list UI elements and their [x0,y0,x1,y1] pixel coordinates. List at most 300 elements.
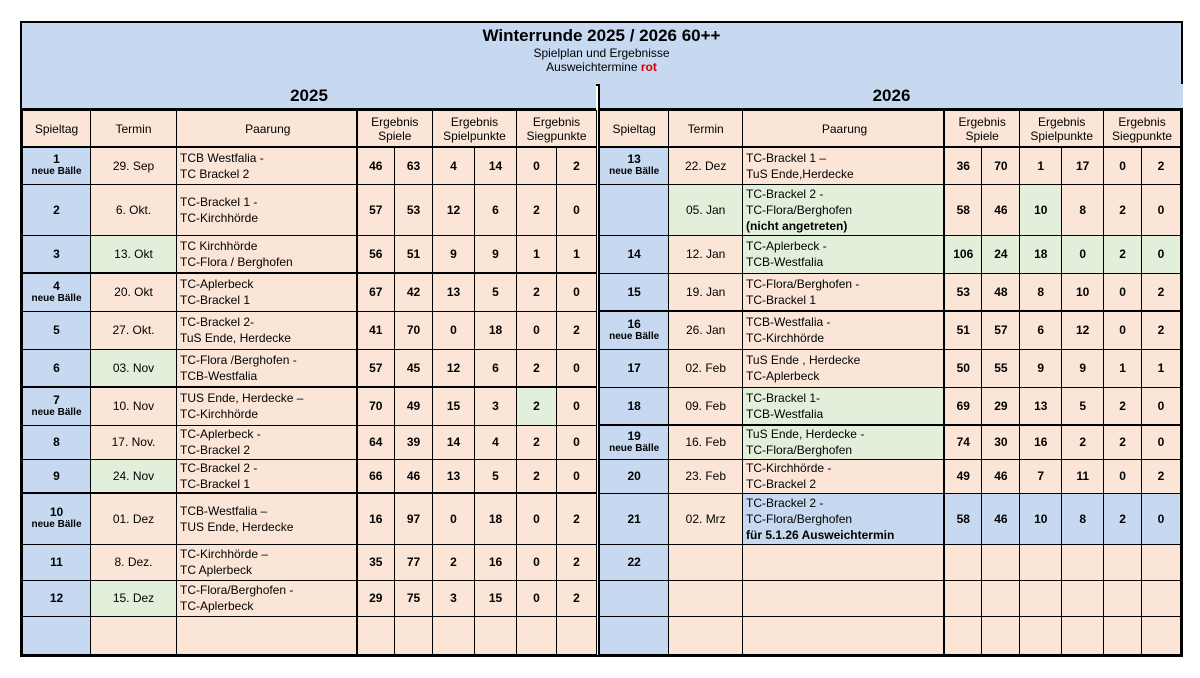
paarung-cell [177,184,357,235]
col-header-ergebnis-label: Ergebnis [1118,114,1166,129]
paarung-away: TuS Ende,Herdecke [746,166,854,181]
paarung-away: TC-Brackel 1 [746,292,817,307]
paarung-cell [743,147,945,184]
paarung-cell [743,580,945,616]
table-header-row [599,111,1181,148]
siegpunkte-home-cell: 0 [1104,311,1142,349]
col-header-termin: Termin [91,111,177,148]
paarung-home: TC-Brackel 2 - [180,460,258,475]
table-row [23,273,597,311]
spiele-home-cell [944,544,982,580]
paarung-away: TC-Brackel 2 [746,477,817,491]
siegpunkte-home-cell: 0 [517,147,557,184]
termin-cell: 20. Okt [91,273,177,311]
paarung-cell [743,273,945,311]
siegpunkte-away-cell: 0 [557,273,597,311]
new-balls-note: neue Bälle [31,406,82,418]
paarung-home: TC-Kirchhörde - [746,461,832,475]
page-title: Winterrunde 2025 / 2026 60++ [482,26,721,45]
termin-cell: 01. Dez [91,493,177,544]
termin-cell: 02. Feb [669,349,743,387]
siegpunkte-away-cell: 1 [557,235,597,273]
table-row [23,425,597,459]
siegpunkte-away-cell: 2 [557,147,597,184]
schedule-table-2025 [22,110,597,655]
new-balls-note: neue Bälle [31,292,82,304]
spielpunkte-away-cell: 2 [1062,425,1104,459]
spielpunkte-home-cell: 8 [1020,273,1062,311]
new-balls-note: neue Bälle [609,442,660,454]
alternate-dates-label: Ausweichtermine [546,60,638,74]
paarung-cell [177,235,357,273]
spielpunkte-away-cell: 11 [1062,459,1104,493]
spiele-away-cell: 30 [982,425,1020,459]
spiele-away-cell: 55 [982,349,1020,387]
spieltag-number: 8 [53,435,60,449]
termin-cell: 03. Nov [91,349,177,387]
paarung-away: TC-Flora/Berghofen [746,443,853,458]
spielpunkte-home-cell: 0 [433,311,475,349]
spieltag-number: 17 [627,361,641,375]
col-header-ergebnis-label: Ergebnis [1038,114,1086,129]
table-header-row [23,111,597,148]
spiele-home-cell [357,616,395,654]
paarung-home: TuS Ende, Herdecke - [746,427,865,442]
spieltag-number: 9 [53,468,60,483]
paarung-away: TC-Aplerbeck [180,599,254,613]
col-header-ergebnis-label: Ergebnis [532,114,581,129]
termin-cell: 10. Nov [91,387,177,425]
spieltag-cell [599,147,669,184]
spiele-home-cell: 46 [357,147,395,184]
spiele-home-cell: 16 [357,493,395,544]
table-row [23,387,597,425]
siegpunkte-away-cell: 2 [1142,147,1181,184]
spieltag-number: 10 [49,505,64,520]
siegpunkte-away-cell: 2 [1142,311,1181,349]
spieltag-cell [23,425,91,459]
spielpunkte-away-cell [1062,580,1104,616]
siegpunkte-home-cell: 2 [1104,235,1142,273]
siegpunkte-away-cell [1142,580,1181,616]
spielpunkte-away-cell: 9 [1062,349,1104,387]
spieltag-number: 11 [50,555,63,569]
table-row [23,580,597,616]
paarung-cell [177,544,357,580]
table-row [599,147,1181,184]
spieltag-number: 16 [627,316,641,331]
paarung-away: TC-Flora / Berghofen [180,254,293,269]
schedule-sheet [20,21,1183,657]
paarung-home: TC-Brackel 2 - [746,186,824,201]
paarung-note: für 5.1.26 Ausweichtermin [746,527,895,542]
spielpunkte-home-cell: 14 [433,425,475,459]
table-row [23,493,597,544]
spiele-away-cell: 45 [395,349,433,387]
paarung-home: TC-Aplerbeck [180,277,254,292]
spieltag-number: 2 [53,202,60,217]
spieltag-number: 14 [627,247,641,261]
spiele-home-cell [944,580,982,616]
paarung-cell [743,235,945,273]
paarung-home: TuS Ende , Herdecke [746,353,861,367]
table-row [23,147,597,184]
spielpunkte-home-cell: 3 [433,580,475,616]
paarung-cell [177,311,357,349]
siegpunkte-away-cell: 0 [557,349,597,387]
spiele-away-cell: 42 [395,273,433,311]
siegpunkte-home-cell: 0 [517,493,557,544]
siegpunkte-home-cell: 2 [517,425,557,459]
paarung-cell [743,184,945,235]
col-header-ergebnis-siegpunkte [517,111,597,148]
table-row [599,311,1181,349]
spielpunkte-home-cell: 13 [433,459,475,493]
spieltag-cell [599,184,669,235]
spielpunkte-home-cell: 4 [433,147,475,184]
siegpunkte-home-cell: 0 [1104,273,1142,311]
spieltag-cell [23,184,91,235]
spiele-home-cell: 29 [357,580,395,616]
col-header-paarung: Paarung [743,111,945,148]
spieltag-cell [23,493,91,544]
alternate-dates-red-word: rot [640,60,657,74]
siegpunkte-home-cell: 0 [517,311,557,349]
paarung-home: TC-Brackel 2 - [746,495,824,510]
termin-cell: 05. Jan [669,184,743,235]
paarung-cell [743,544,945,580]
col-header-sub-label: Spiele [378,128,412,143]
siegpunkte-away-cell [557,616,597,654]
spieltag-cell [23,580,91,616]
siegpunkte-home-cell: 0 [1104,459,1142,493]
spielpunkte-away-cell: 5 [475,459,517,493]
spieltag-cell [599,425,669,459]
table-row [599,459,1181,493]
termin-cell: 12. Jan [669,235,743,273]
col-header-ergebnis-label: Ergebnis [450,114,499,129]
spielpunkte-away-cell: 6 [475,184,517,235]
siegpunkte-home-cell: 2 [517,387,557,425]
spiele-away-cell: 75 [395,580,433,616]
paarung-away: TCB-Westfalia [746,255,824,269]
paarung-away: TC-Kirchhörde [180,407,259,422]
spieltag-number: 18 [627,398,641,413]
table-row [599,235,1181,273]
siegpunkte-away-cell: 0 [1142,235,1181,273]
spieltag-cell [599,616,669,654]
col-header-paarung: Paarung [177,111,357,148]
spiele-home-cell: 74 [944,425,982,459]
spielpunkte-home-cell: 12 [433,349,475,387]
termin-cell: 09. Feb [669,387,743,425]
spiele-away-cell: 46 [395,459,433,493]
spielpunkte-home-cell [1020,616,1062,654]
spieltag-number: 12 [49,591,64,605]
year-header-right: 2026 [598,84,1183,110]
siegpunkte-away-cell [1142,544,1181,580]
termin-cell: 27. Okt. [91,311,177,349]
spieltag-cell [599,493,669,544]
paarung-cell [177,580,357,616]
spieltag-cell [599,459,669,493]
spiele-home-cell: 66 [357,459,395,493]
spielpunkte-away-cell: 8 [1062,184,1104,235]
siegpunkte-away-cell: 0 [1142,184,1181,235]
spiele-away-cell: 53 [395,184,433,235]
paarung-cell [743,349,945,387]
spieltag-cell [23,273,91,311]
table-row [23,349,597,387]
spiele-away-cell [982,580,1020,616]
paarung-away: TC Brackel 2 [180,166,250,181]
paarung-cell [177,273,357,311]
table-row [599,184,1181,235]
spiele-away-cell [395,616,433,654]
siegpunkte-away-cell: 0 [1142,425,1181,459]
paarung-cell [177,349,357,387]
spielpunkte-home-cell: 6 [1020,311,1062,349]
spielpunkte-away-cell [475,616,517,654]
spielpunkte-away-cell: 14 [475,147,517,184]
siegpunkte-away-cell: 0 [557,387,597,425]
termin-cell [91,616,177,654]
new-balls-note: neue Bälle [609,330,660,342]
spiele-home-cell: 53 [944,273,982,311]
spiele-away-cell: 70 [395,311,433,349]
siegpunkte-away-cell: 0 [1142,493,1181,544]
spielpunkte-away-cell: 18 [475,493,517,544]
table-row [599,425,1181,459]
spielpunkte-home-cell: 10 [1020,184,1062,235]
spiele-home-cell: 35 [357,544,395,580]
table-row [23,184,597,235]
spiele-away-cell: 63 [395,147,433,184]
spielpunkte-away-cell [1062,616,1104,654]
spiele-home-cell: 70 [357,387,395,425]
spieltag-cell [599,544,669,580]
spieltag-cell [23,349,91,387]
spiele-away-cell: 24 [982,235,1020,273]
siegpunkte-home-cell: 2 [1104,493,1142,544]
siegpunkte-home-cell: 2 [517,273,557,311]
paarung-note: (nicht angetreten) [746,218,848,233]
spieltag-cell [23,387,91,425]
new-balls-note: neue Bälle [31,519,82,531]
paarung-home: TC-Flora/Berghofen - [746,276,860,291]
spielpunkte-away-cell: 17 [1062,147,1104,184]
spiele-home-cell: 56 [357,235,395,273]
spielpunkte-home-cell: 13 [1020,387,1062,425]
spiele-home-cell: 58 [944,493,982,544]
spieltag-number: 20 [627,469,641,483]
spiele-home-cell: 106 [944,235,982,273]
table-row [23,235,597,273]
spiele-home-cell: 36 [944,147,982,184]
spielpunkte-away-cell [1062,544,1104,580]
spiele-home-cell: 57 [357,349,395,387]
spieltag-cell [23,616,91,654]
spiele-away-cell: 46 [982,184,1020,235]
spielpunkte-away-cell: 9 [475,235,517,273]
spiele-home-cell: 64 [357,425,395,459]
paarung-away: TC-Brackel 1 [180,293,251,308]
siegpunkte-home-cell: 0 [517,580,557,616]
spielpunkte-away-cell: 0 [1062,235,1104,273]
col-header-ergebnis-label: Ergebnis [371,114,419,129]
spieltag-cell [599,311,669,349]
spielpunkte-home-cell [1020,544,1062,580]
spieltag-number: 5 [53,323,60,337]
spielpunkte-home-cell [433,616,475,654]
spielpunkte-away-cell: 16 [475,544,517,580]
termin-cell: 16. Feb [669,425,743,459]
spiele-away-cell: 46 [982,493,1020,544]
siegpunkte-away-cell [1142,616,1181,654]
paarung-home: TC-Flora /Berghofen - [180,352,297,367]
termin-cell: 6. Okt. [91,184,177,235]
termin-cell: 8. Dez. [91,544,177,580]
col-header-ergebnis-siegpunkte [1104,111,1181,148]
alternate-dates-note [22,60,1181,74]
siegpunkte-away-cell: 2 [557,580,597,616]
col-header-ergebnis-spielpunkte [433,111,517,148]
paarung-away: TCB-Westfalia [180,368,258,383]
spielpunkte-away-cell: 15 [475,580,517,616]
siegpunkte-away-cell: 2 [1142,459,1181,493]
col-header-sub-label: Siegpunkte [526,128,587,143]
siegpunkte-home-cell: 2 [1104,184,1142,235]
paarung-home: TC-Brackel 1 - [180,194,258,209]
spielpunkte-home-cell: 1 [1020,147,1062,184]
spielpunkte-home-cell: 13 [433,273,475,311]
year-header-left: 2025 [22,84,596,110]
spiele-home-cell: 49 [944,459,982,493]
spielpunkte-home-cell [1020,580,1062,616]
table-row [599,616,1181,654]
table-row [23,311,597,349]
siegpunkte-home-cell: 2 [1104,387,1142,425]
paarung-away: TC-Brackel 1 [180,476,251,491]
spieltag-number: 6 [53,360,60,375]
paarung-home: TCB-Westfalia - [746,315,831,330]
spieltag-number: 1 [53,152,60,167]
col-header-ergebnis-spiele [944,111,1020,148]
spiele-away-cell: 57 [982,311,1020,349]
paarung-away: TC-Brackel 2 [180,443,251,457]
spielpunkte-home-cell: 9 [433,235,475,273]
spielpunkte-away-cell: 8 [1062,493,1104,544]
spielpunkte-away-cell: 5 [475,273,517,311]
siegpunkte-home-cell [1104,544,1142,580]
siegpunkte-away-cell: 1 [1142,349,1181,387]
spiele-home-cell: 57 [357,184,395,235]
paarung-cell [743,425,945,459]
termin-cell: 24. Nov [91,459,177,493]
spieltag-cell [23,235,91,273]
spielpunkte-away-cell: 3 [475,387,517,425]
siegpunkte-away-cell: 0 [557,184,597,235]
termin-cell: 23. Feb [669,459,743,493]
spielpunkte-home-cell: 16 [1020,425,1062,459]
termin-cell: 02. Mrz [669,493,743,544]
spieltag-cell [599,580,669,616]
spiele-away-cell [982,544,1020,580]
paarung-cell [177,425,357,459]
spieltag-number: 7 [53,392,60,407]
paarung-home: TC-Aplerbeck - [180,427,261,441]
siegpunkte-away-cell: 0 [1142,387,1181,425]
page-subtitle: Spielplan und Ergebnisse [533,46,670,60]
spielpunkte-home-cell: 7 [1020,459,1062,493]
spiele-home-cell: 67 [357,273,395,311]
siegpunkte-home-cell: 0 [1104,147,1142,184]
paarung-cell [743,493,945,544]
siegpunkte-home-cell [517,616,557,654]
spieltag-number: 19 [627,428,641,443]
col-header-spieltag: Spieltag [23,111,91,148]
spiele-away-cell: 29 [982,387,1020,425]
paarung-away: TC-Kirchhörde [180,210,259,225]
paarung-home: TC-Brackel 1 – [746,150,827,165]
spieltag-cell [599,273,669,311]
spiele-away-cell [982,616,1020,654]
spielpunkte-away-cell: 6 [475,349,517,387]
siegpunkte-away-cell: 2 [557,544,597,580]
siegpunkte-away-cell: 0 [557,459,597,493]
siegpunkte-home-cell: 0 [517,544,557,580]
table-row [23,544,597,580]
paarung-home: TC-Flora/Berghofen - [180,583,294,597]
col-header-sub-label: Spiele [965,128,999,143]
spielpunkte-home-cell: 9 [1020,349,1062,387]
paarung-cell [743,311,945,349]
spiele-away-cell: 70 [982,147,1020,184]
paarung-away: TC Aplerbeck [180,563,253,577]
paarung-cell [177,493,357,544]
paarung-away: TC-Flora/Berghofen [746,202,853,217]
siegpunkte-away-cell: 2 [1142,273,1181,311]
spieltag-number: 15 [627,284,641,299]
paarung-away: TC-Flora/Berghofen [746,511,853,526]
paarung-cell [743,387,945,425]
termin-cell: 22. Dez [669,147,743,184]
spiele-away-cell: 46 [982,459,1020,493]
paarung-cell [743,459,945,493]
spielpunkte-home-cell: 12 [433,184,475,235]
paarung-home: TC-Kirchhörde – [180,547,269,561]
siegpunkte-away-cell: 0 [557,425,597,459]
spielpunkte-home-cell: 18 [1020,235,1062,273]
siegpunkte-home-cell: 1 [517,235,557,273]
paarung-cell [177,459,357,493]
col-header-sub-label: Spielpunkte [443,128,506,143]
spiele-home-cell: 50 [944,349,982,387]
paarung-home: TUS Ende, Herdecke – [180,391,304,406]
spiele-home-cell: 69 [944,387,982,425]
termin-cell: 15. Dez [91,580,177,616]
table-row [23,459,597,493]
spieltag-cell [23,147,91,184]
termin-cell [669,616,743,654]
table-row [23,616,597,654]
spielpunkte-away-cell: 5 [1062,387,1104,425]
termin-cell: 13. Okt [91,235,177,273]
paarung-home: TC Kirchhörde [180,238,258,253]
siegpunkte-home-cell [1104,616,1142,654]
spieltag-cell [599,387,669,425]
spieltag-number: 22 [627,555,641,569]
